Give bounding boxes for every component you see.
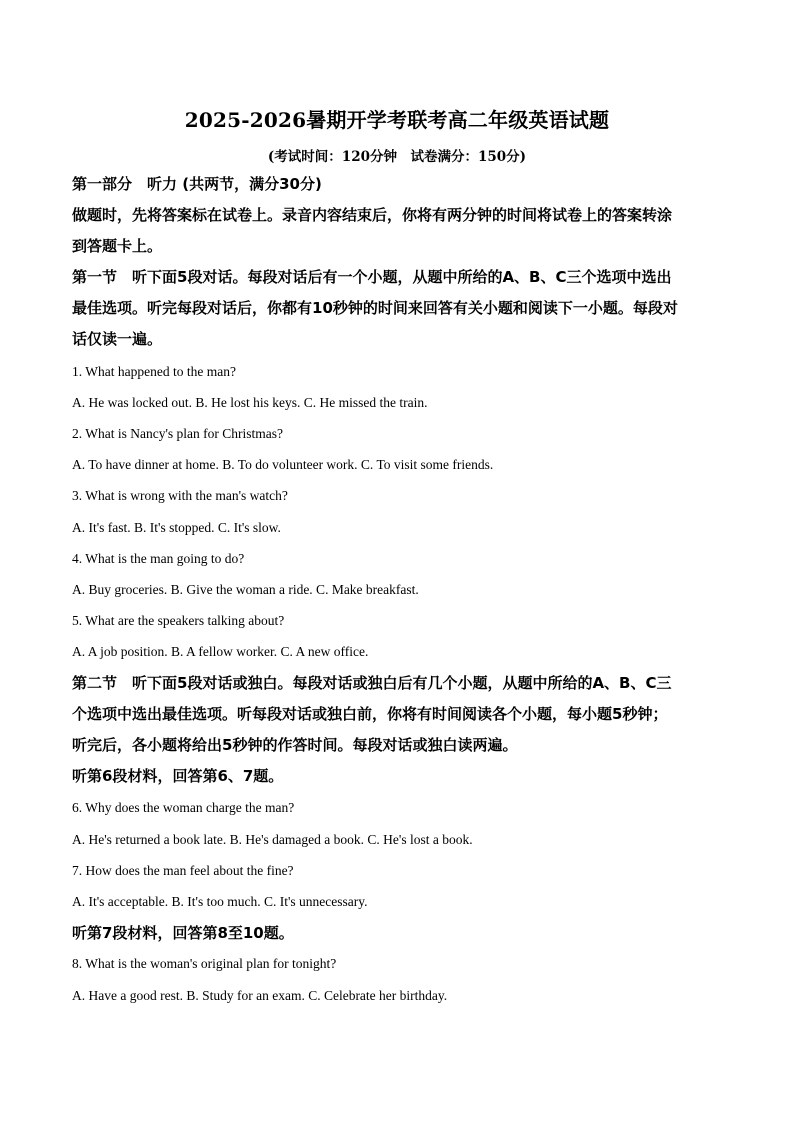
question-1: 1. What happened to the man? bbox=[72, 364, 236, 379]
instructions-line: 做题时，先将答案标在试卷上。录音内容结束后，你将有两分钟的时间将试卷上的答案转涂 bbox=[72, 206, 673, 224]
question-4-options: A. Buy groceries. B. Give the woman a ride. C. Make breakfast. bbox=[72, 582, 419, 597]
question-8: 8. What is the woman's original plan for tonight? bbox=[72, 956, 337, 971]
question-5: 5. What are the speakers talking about? bbox=[72, 613, 285, 628]
question-3-options: A. It's fast. B. It's stopped. C. It's slow. bbox=[72, 520, 281, 535]
question-8-options: A. Have a good rest. B. Study for an exam. C. Celebrate her birthday. bbox=[72, 988, 448, 1003]
question-6: 6. Why does the woman charge the man? bbox=[72, 800, 295, 815]
question-6-options: A. He's returned a book late. B. He's damaged a book. C. He's lost a book. bbox=[72, 832, 473, 847]
section2-line: 听完后，各小题将给出5秒钟的作答时间。每段对话或独白读两遍。 bbox=[72, 736, 518, 754]
question-2: 2. What is Nancy's plan for Christmas? bbox=[72, 426, 284, 441]
question-4: 4. What is the man going to do? bbox=[72, 551, 245, 566]
section2-line: 个选项中选出最佳选项。听每段对话或独白前，你将有时间阅读各个小题，每小题5秒钟； bbox=[72, 705, 668, 723]
question-7: 7. How does the man feel about the fine? bbox=[72, 863, 294, 878]
question-3: 3. What is wrong with the man's watch? bbox=[72, 488, 288, 503]
page-title: 2025-2026暑期开学考联考高二年级英语试题 bbox=[184, 108, 610, 132]
part1-heading: 第一部分 听力 (共两节，满分30分) bbox=[72, 175, 322, 193]
exam-info: (考试时间：120分钟 试卷满分：150分) bbox=[267, 149, 527, 165]
question-1-options: A. He was locked out. B. He lost his keys. C. He missed the train. bbox=[72, 395, 428, 410]
section2-instructions bbox=[72, 668, 724, 761]
question-7-options: A. It's acceptable. B. It's too much. C. It's unnecessary. bbox=[72, 894, 368, 909]
section1-line: 第一节 听下面5段对话。每段对话后有一个小题，从题中所给的A、B、C三个选项中选出 bbox=[72, 268, 672, 286]
instructions bbox=[72, 200, 724, 262]
section2-line: 第二节 听下面5段对话或独白。每段对话或独白后有几个小题，从题中所给的A、B、C三 bbox=[72, 674, 672, 692]
section1-line: 话仅读一遍。 bbox=[72, 330, 163, 348]
question-2-options: A. To have dinner at home. B. To do volunteer work. C. To visit some friends. bbox=[72, 457, 494, 472]
section1-line: 最佳选项。听完每段对话后，你都有10秒钟的时间来回答有关小题和阅读下一小题。每段对 bbox=[72, 299, 678, 317]
section1-instructions bbox=[72, 262, 724, 355]
question-5-options: A. A job position. B. A fellow worker. C. A new office. bbox=[72, 644, 369, 659]
material-7-heading: 听第7段材料，回答第8至10题。 bbox=[72, 924, 294, 942]
material-6-heading: 听第6段材料，回答第6、7题。 bbox=[72, 767, 284, 785]
instructions-line: 到答题卡上。 bbox=[72, 237, 163, 255]
